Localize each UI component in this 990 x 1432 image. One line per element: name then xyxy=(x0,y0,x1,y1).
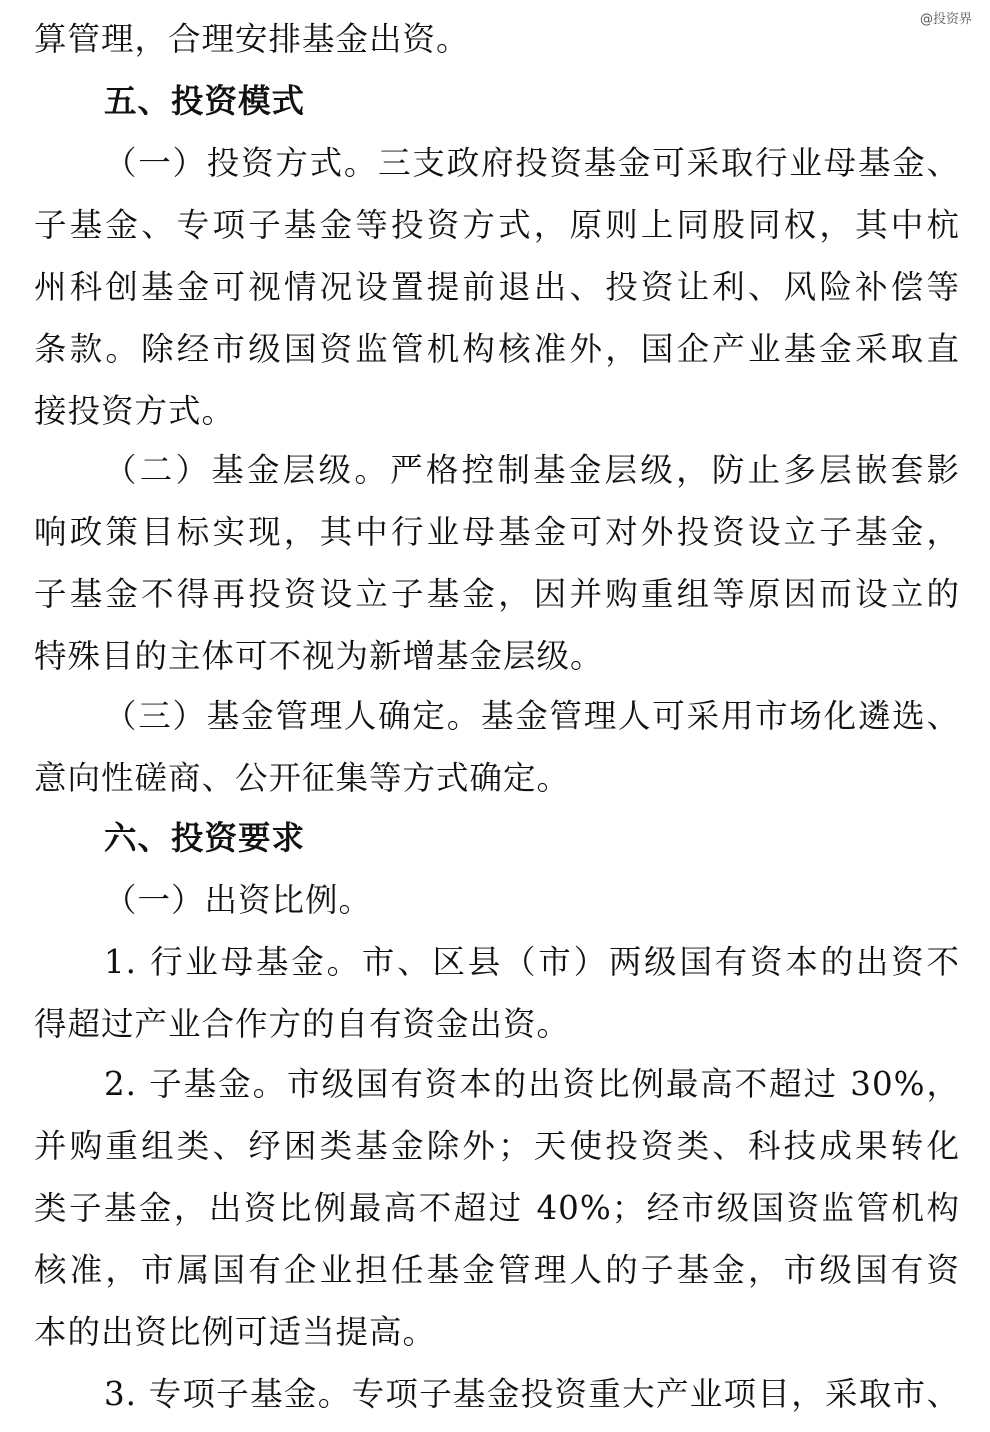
text-line: （二）基金层级。严格控制基金层级，防止多层嵌套影 xyxy=(104,451,960,489)
text-line: 核准，市属国有企业担任基金管理人的子基金，市级国有资 xyxy=(34,1251,960,1289)
subsection-heading: （一）出资比例。 xyxy=(104,881,373,919)
text-line: 并购重组类、纾困类基金除外；天使投资类、科技成果转化 xyxy=(34,1127,960,1165)
text-line: 本的出资比例可适当提高。 xyxy=(34,1313,437,1351)
text-line: 响政策目标实现，其中行业母基金可对外投资设立子基金， xyxy=(34,513,960,551)
text-line: 州科创基金可视情况设置提前退出、投资让利、风险补偿等 xyxy=(34,268,960,306)
text-line: 算管理，合理安排基金出资。 xyxy=(34,20,470,58)
text-line: 1. 行业母基金。市、区县（市）两级国有资本的出资不 xyxy=(104,943,960,981)
text-line: 3. 专项子基金。专项子基金投资重大产业项目，采取市、 xyxy=(104,1375,960,1413)
text-line: 接投资方式。 xyxy=(34,392,236,430)
text-line: 子基金、专项子基金等投资方式，原则上同股同权，其中杭 xyxy=(34,206,960,244)
section-heading-5: 五、投资模式 xyxy=(104,82,306,120)
text-line: 得超过产业合作方的自有资金出资。 xyxy=(34,1005,571,1043)
text-line: （三）基金管理人确定。基金管理人可采用市场化遴选、 xyxy=(104,697,960,735)
text-line: 类子基金，出资比例最高不超过 40%；经市级国资监管机构 xyxy=(34,1189,960,1227)
text-line: 特殊目的主体可不视为新增基金层级。 xyxy=(34,637,604,675)
text-line: 条款。除经市级国资监管机构核准外，国企产业基金采取直 xyxy=(34,330,960,368)
text-line: 子基金不得再投资设立子基金，因并购重组等原因而设立的 xyxy=(34,575,960,613)
text-line: 意向性磋商、公开征集等方式确定。 xyxy=(34,759,571,797)
text-line: 2. 子基金。市级国有资本的出资比例最高不超过 30%， xyxy=(104,1065,960,1103)
text-line: （一）投资方式。三支政府投资基金可采取行业母基金、 xyxy=(104,144,960,182)
watermark: @投资界 xyxy=(919,12,972,27)
section-heading-6: 六、投资要求 xyxy=(104,819,306,857)
